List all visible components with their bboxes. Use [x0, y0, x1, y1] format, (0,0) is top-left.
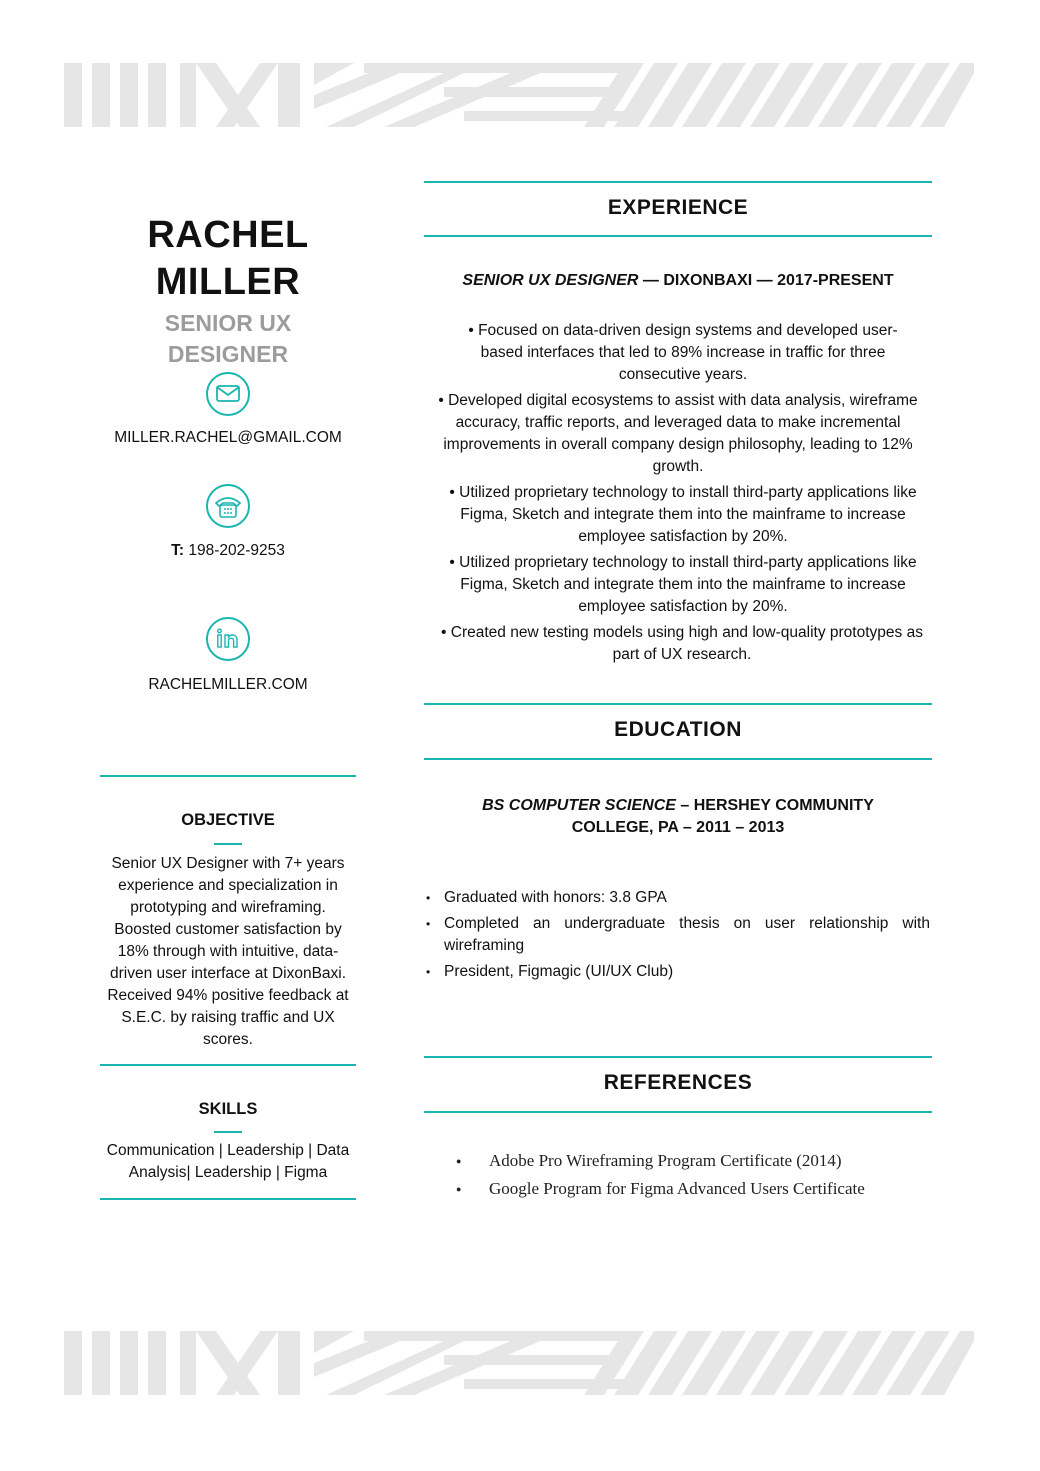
name-last: MILLER — [155, 261, 301, 303]
job-heading — [424, 272, 932, 290]
linkedin-icon — [205, 616, 251, 662]
divider — [100, 775, 356, 777]
divider — [424, 1111, 932, 1113]
job-title-line-1: SENIOR UX — [164, 310, 292, 336]
experience-bullet: • Utilized proprietary technology to install third-party applications like Figma, Sketch and integrate them into the mainframe to increase employee satisfaction by 20%. — [449, 554, 917, 615]
education-list — [424, 887, 930, 987]
degree-location-dates: COLLEGE, PA – 2011 – 2013 — [571, 819, 785, 836]
list-item: • Completed an undergraduate thesis on user relationship with wireframing — [424, 913, 930, 957]
divider — [100, 1064, 356, 1066]
experience-heading: EXPERIENCE — [607, 196, 749, 219]
experience-bullet-text: Utilized proprietary technology to install third-party applications like Figma, Sketch and integrate them into the mainframe to increase employee satisfaction by 20%. — [459, 484, 917, 545]
list-item: ● Google Program for Figma Advanced Users Certificate — [450, 1175, 930, 1203]
divider — [100, 1198, 356, 1200]
heading-underline — [214, 1131, 242, 1133]
experience-bullet-text: Focused on data-driven design systems and developed user-based interfaces that led to 89% increase in traffic for three consecutive years. — [478, 322, 898, 383]
divider — [424, 235, 932, 237]
website-link[interactable]: RACHELMILLER.COM — [148, 676, 308, 693]
job-company-dates: — DIXONBAXI — 2017-PRESENT — [638, 272, 894, 289]
decorative-stripe-band-bottom — [64, 1331, 974, 1395]
degree-name: BS COMPUTER SCIENCE — [482, 797, 676, 814]
divider — [424, 181, 932, 183]
skills-text: Communication | Leadership | Data Analysis| Leadership | Figma — [106, 1142, 350, 1181]
telephone-icon — [205, 483, 251, 529]
envelope-icon — [205, 371, 251, 417]
objective-text: Senior UX Designer with 7+ years experience and specialization in prototyping and wireframing. Boosted customer satisfaction by 18% through with intuitive, data-driven user interface at DixonBaxi. Received 94% positive feedback at S.E.C. by raising traffic and UX scores. — [107, 855, 349, 1048]
experience-bullet-text: Utilized proprietary technology to install third-party applications like Figma, Sketch and integrate them into the mainframe to increase employee satisfaction by 20%. — [459, 554, 917, 615]
skills-heading: SKILLS — [198, 1100, 258, 1118]
phone-line — [100, 542, 356, 560]
references-list — [450, 1147, 930, 1203]
experience-bullet-text: Created new testing models using high and low-quality prototypes as part of UX research. — [450, 624, 923, 663]
list-item: ● Adobe Pro Wireframing Program Certificate (2014) — [450, 1147, 930, 1175]
divider — [424, 758, 932, 760]
degree-heading — [424, 795, 932, 839]
email-address[interactable]: MILLER.RACHEL@GMAIL.COM — [114, 429, 342, 446]
job-position: SENIOR UX DESIGNER — [462, 272, 639, 289]
list-item: • Graduated with honors: 3.8 GPA — [424, 887, 930, 909]
name-first: RACHEL — [147, 214, 309, 256]
experience-bullet: • Utilized proprietary technology to install third-party applications like Figma, Sketch and integrate them into the mainframe to increase employee satisfaction by 20%. — [449, 484, 917, 545]
experience-bullet: • Created new testing models using high and low-quality prototypes as part of UX research. — [441, 624, 923, 663]
phone-number[interactable]: 198-202-9253 — [188, 542, 285, 559]
degree-school: – HERSHEY COMMUNITY — [675, 797, 874, 814]
experience-bullet-text: Developed digital ecosystems to assist with data analysis, wireframe accuracy, traffic reports, and leveraged data to make incremental improvements in overall company design philosophy, leading to 12% growth. — [443, 392, 918, 475]
list-item: • President, Figmagic (UI/UX Club) — [424, 961, 930, 983]
divider — [424, 703, 932, 705]
references-heading: REFERENCES — [603, 1071, 753, 1094]
job-title-line-2: DESIGNER — [167, 341, 289, 367]
education-heading: EDUCATION — [614, 718, 742, 741]
decorative-stripe-band-top — [64, 63, 974, 127]
divider — [424, 1056, 932, 1058]
objective-heading: OBJECTIVE — [181, 811, 275, 829]
heading-underline — [214, 843, 242, 845]
experience-bullet: • Focused on data-driven design systems and developed user-based interfaces that led to 89% increase in traffic for three consecutive years. — [468, 322, 898, 383]
phone-label: T: — [171, 542, 185, 559]
experience-bullet: • Developed digital ecosystems to assist with data analysis, wireframe accuracy, traffic reports, and leveraged data to make incremental improvements in overall company design philosophy, leading to 12% growth. — [438, 392, 918, 475]
